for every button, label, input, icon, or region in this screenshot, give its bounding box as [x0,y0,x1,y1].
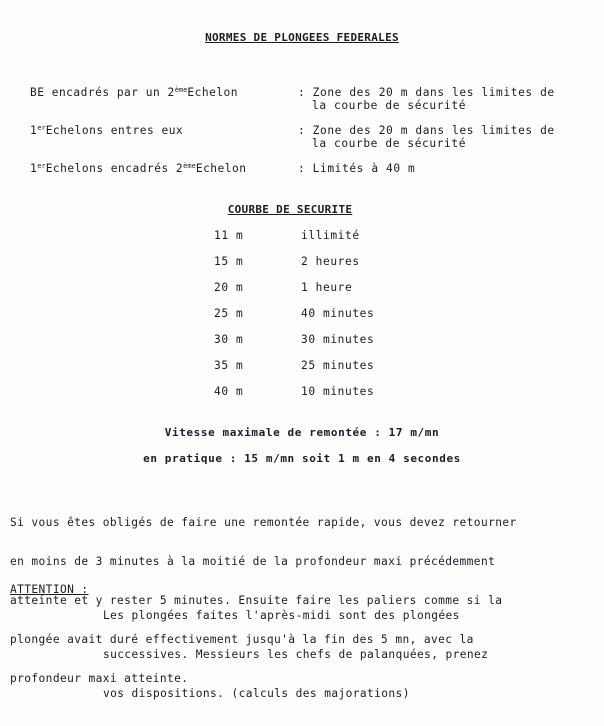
rule-zone-3-line1: : Limités à 40 m [298,162,416,175]
attention-line: successives. Messieurs les chefs de palanquées, prenez [103,648,489,661]
curve-duration: 25 minutes [301,359,375,372]
curve-depth: 11 m [214,229,244,242]
rule-zone-3 [298,162,415,175]
curve-duration: 2 heures [301,255,360,268]
rule-level-1-suffix: Echelon [187,86,239,99]
rule-level-3-prefix: 1 [30,162,38,175]
curve-duration: 30 minutes [301,333,375,346]
paragraph-line: profondeur maxi atteinte. [10,672,189,685]
curve-depth: 30 m [214,333,244,346]
rule-level-3-sup: er [37,162,46,170]
rule-level-3 [30,162,246,175]
rule-zone-1 [298,86,555,112]
curve-depth: 40 m [214,385,244,398]
curve-title: COURBE DE SECURITE [227,203,353,216]
curve-depth: 15 m [214,255,244,268]
document-title: NORMES DE PLONGEES FEDERALES [205,31,399,44]
attention-line: Les plongées faites l'après-midi sont des plongées [103,609,460,622]
curve-duration: 40 minutes [301,307,375,320]
rule-zone-1-line2: la courbe de sécurité [312,99,467,112]
paragraph-line: plongée avait duré effectivement jusqu'à la fin des 5 mn, avec la [10,633,474,646]
rule-zone-1-line1: : Zone des 20 m dans les limites de [298,86,555,99]
rule-zone-2-line2: la courbe de sécurité [312,137,467,150]
rule-level-2-sup: er [37,124,46,132]
rule-level-2-prefix: 1 [30,124,38,137]
curve-depth: 25 m [214,307,244,320]
rule-level-2 [30,124,183,137]
attention-label: ATTENTION : [10,583,89,596]
curve-depth: 20 m [214,281,244,294]
curve-duration: 1 heure [301,281,353,294]
rule-level-1-prefix: BE encadrés par un 2 [30,86,175,99]
rule-zone-2-line1: : Zone des 20 m dans les limites de [298,124,555,137]
curve-duration: illimité [301,229,360,242]
attention-line: vos dispositions. (calculs des majorations) [103,687,410,700]
paragraph-line: en moins de 3 minutes à la moitié de la profondeur maxi précédemment [10,555,496,568]
rule-level-1-sup: ème [174,86,188,94]
paragraph-line: Si vous êtes obligés de faire une remontée rapide, vous devez retourner [10,516,517,529]
speed-line: Vitesse maximale de remontée : 17 m/mn [164,426,440,439]
rule-level-3-sup2: ème [183,162,196,170]
attention-text [103,583,598,726]
rule-level-3-suffix: Echelons encadrés 2 [45,162,184,175]
rule-level-1 [30,86,238,99]
paragraph-line: atteinte et y rester 5 minutes. Ensuite faire les paliers comme si la [10,594,503,607]
practice-line: en pratique : 15 m/mn soit 1 m en 4 secondes [143,452,461,465]
curve-depth: 35 m [214,359,244,372]
curve-duration: 10 minutes [301,385,375,398]
rule-zone-2 [298,124,555,150]
rule-level-2-suffix: Echelons entres eux [45,124,184,137]
rule-level-3-suffix2: Echelon [195,162,247,175]
